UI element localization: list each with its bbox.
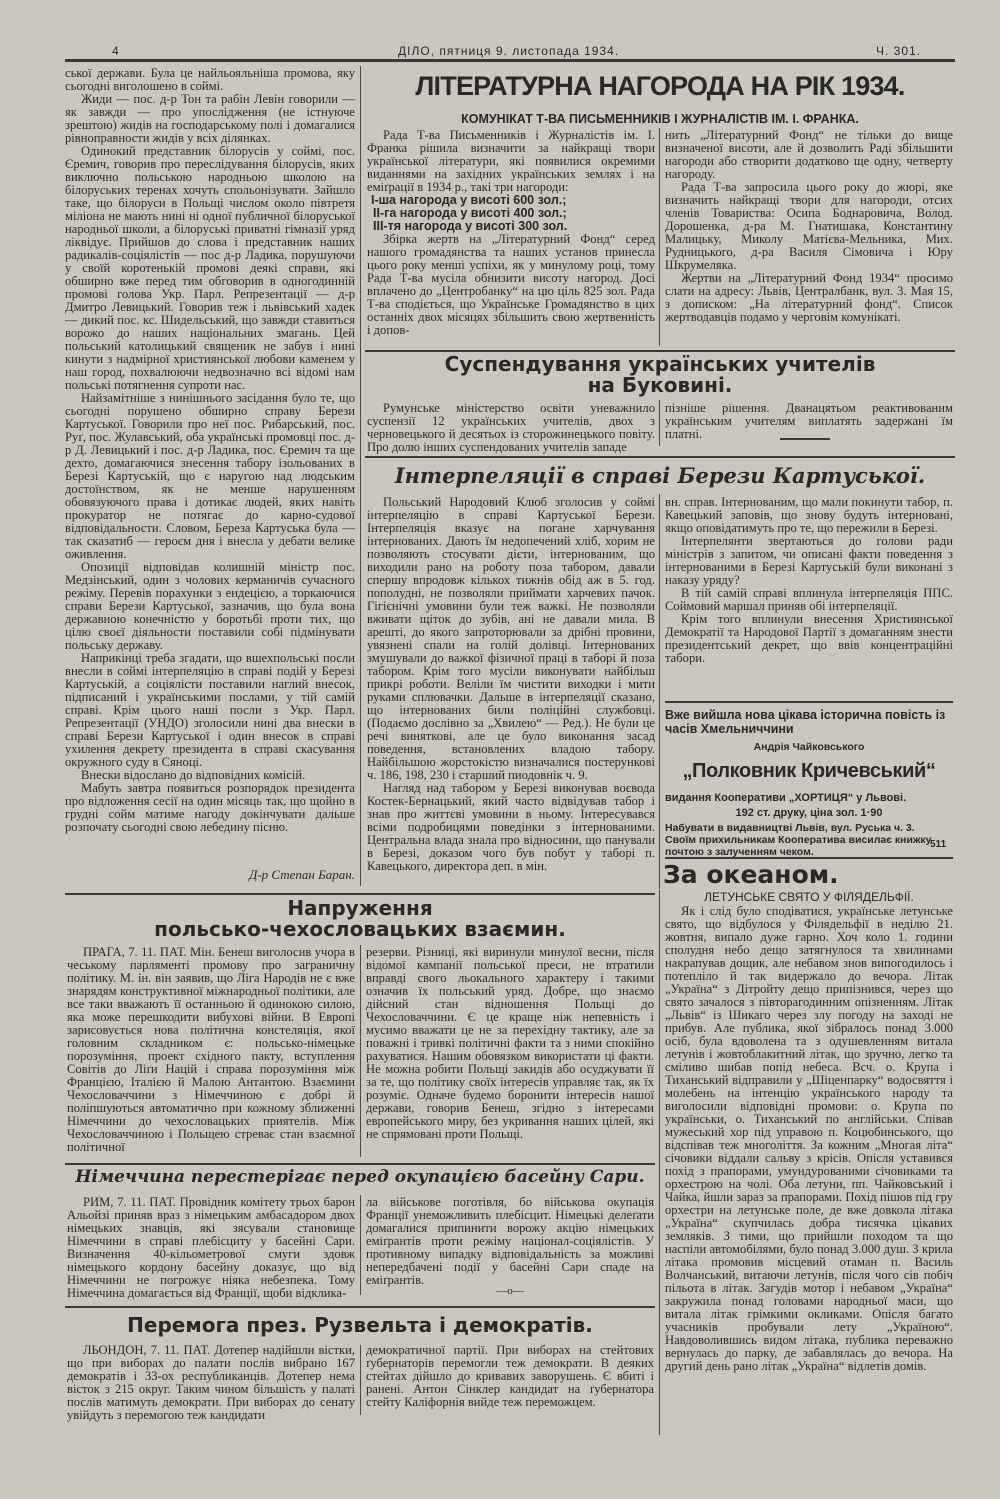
tension-headline: [65, 898, 655, 940]
paragraph: РИМ, 7. 11. ПАТ. Провідник комітету трьох барон Альойзі приняв враз з німецьким амбасадором двох німецьких знавців, які зясували становище Німеччини в справі плебісциту у басейні Сари. Визначення 40-кільометрової смуги здовж німецького кордону басейну доказує, що від Німеччини не погрожує ніяка небезпека. Тому Німеччина домагається від Франції, щоби відклика-: [67, 1195, 355, 1300]
paragraph: нить „Літературний Фонд“ не тільки до вище визначеної висоти, але й дозволить Раді збільшити нагороди або створити додатково ще одну, четверту нагороду.: [665, 128, 953, 181]
column-divider: [360, 1345, 361, 1415]
paragraph: Рада Т-ва запросила цього року до жюрі, яке визначить найкращі твори для нагороди, отсих членів Товариства: Осипа Боднаровича, Волод. Дорошенка, д-ра М. Гнатишака, Константину Малицьку, Миколу Матієва-Мельника, Мих. Рудницького, д-ра Василя Сімовича і Юру Шкрумеляка.: [665, 180, 953, 272]
teachers-headline: [365, 354, 955, 396]
roosevelt-col1: [67, 1344, 355, 1424]
interpellation-col2: [665, 496, 953, 692]
end-mark: —o—: [496, 1285, 524, 1297]
issue-number: Ч. 301.: [876, 44, 922, 58]
advert-title: „Полковник Кричевський“: [682, 760, 936, 782]
paragraph: Рада Т-ва Письменників і Журналістів ім. І. Франка рішила визначити за найкращі твори української літератури, які появилися окремими виданнями на західних українських землях і на еміґрації в 1934 р., такі три нагороди:: [367, 128, 655, 194]
paragraph: ПРАГА, 7. 11. ПАТ. Мін. Бенеш виголосив учора в чеському парляменті промову про заграничну політику. М. ін. він заявив, що Ліга Народів не є вже знарядям конструктивної міжнародньої політики, але все таки вважають її останньою й одинокою силою, яка може перешкодити вибухові війни. В Европі зарисовується нова політична констеляція, якої головним складником є: польсько-німецьке порозуміння, проект східного пакту, вступлення Совітів до Ліґи Націй і справа порозуміння між Францією, Італією й Малою Антантою. Взаємини Чехословаччини з Німеччиною є добрі й поліпшуються автоматично при кожному зближенні Німеччини до чехословацьких приятелів. Між Чехословаччиною і Польщею стреває стан взаємної політичної: [67, 945, 355, 1154]
paragraph: В тій самій справі вплинула інтерпеляція ППС. Соймовий маршал приняв обі інтерпеляції.: [665, 586, 953, 613]
advert-publisher: видання Кооперативи „ХОРТИЦЯ“ у Львові.: [665, 792, 907, 804]
paragraph: Жертви на „Літературний Фонд 1934“ просимо слати на адресу: Львів, Централбанк, вул. 3. Мая 15, з дописком: „На літературний фонд“. Список жертводавців подамо у черговім комунікаті.: [665, 271, 953, 324]
advert-intro: Вже вийшла нова цікава історична повість із часів Хмельниччини: [665, 708, 946, 736]
signature: Д-р Степан Баран.: [249, 867, 355, 882]
literary-prize-col1: [367, 129, 655, 347]
paragraph: резерви. Різниці, які виринули минулої весни, після відомої кампанії польської преси, не втратили вправді свого льокального характеру і такими означив їх польський уряд. Добре, що знаємо дійсний стан відношення Польщі до Чехословаччини. Є це краще ніж непевність і мусимо вважати це не за перехідну тактику, але за поважні і тривкі політичні факти та з ними спокійно рахуватися. Нашим обовязком використати ці факти. Не можна робити Польщі закидів або осуджувати її за те, що політику своїх інтересів управляє так, як їх розуміє. Одначе будемо боронити інтересів нашої держави, говорив Бенеш, згідно з інтересами европейського миру, без укривання наших цілей, які не спрямовані проти Польщі.: [366, 945, 654, 1141]
teachers-headline-line2: на Буковині.: [587, 373, 733, 397]
literary-prize-subtitle: КОМУНІКАТ Т-ВА ПИСЬМЕННИКІВ І ЖУРНАЛІСТІВ ІМ. І. ФРАНКА.: [461, 112, 859, 126]
advert-order: Набувати в видавництві Львів, вул. Руська ч. 3. Своїм прихильникам Кооператива висилає книжку почтою з залученням чеком.: [665, 822, 932, 858]
overseas-article: [665, 905, 953, 1445]
section-rule: [665, 701, 953, 703]
prize-2: II-га нагорода у висоті 400 зол.;: [373, 206, 567, 220]
paragraph: Румунське міністерство освіти уневажнило суспензії 12 українських учителів, двох з черновецького й десятьох із сторожинецького повіту. Про долю інших суспендованих учителів западе: [367, 401, 655, 454]
paragraph: демократичної партії. При виборах на стейтових ґубернаторів перемогли теж демократи. В деяких стейтах дійшло до кривавих заворушень. Є вбиті і ранені. Антон Сінклер кандидат на ґубернатора стейту Каліфорнія вийде теж переможцем.: [366, 1343, 654, 1409]
paragraph: ла військове поготівля, бо військова окупація Франції унеможливить плебісцит. Німецькі делеґати домагалися припинити ворожу акцію німецьких еміґрантів проти режіму націонал-соціялістів. У противному випадку відповідальність за можливі непередбачені події у басейні Сари спаде на еміґрантів.: [366, 1195, 654, 1287]
interpellation-col1: [367, 496, 655, 884]
paragraph: Опозиції відповідав колишній міністр пос. Медзінський, один з чолових керманичів сучасного режіму. Перевів порахунки з ендецією, а торкаючися справи Берези Картуської, зазначив, що була вона державною конечністю у боротьбі проти тих, що цілю своєї діяльности поставили собі підмінувати польську державу.: [65, 560, 355, 652]
advert-author: Андрія Чайковського: [753, 741, 865, 753]
saar-col1: [67, 1196, 355, 1302]
interpellation-headline: Інтерпеляції в справі Берези Картуської.: [394, 463, 926, 488]
column-divider: [659, 494, 660, 889]
paragraph: Збірка жертв на „Літературний Фонд“ серед нашого громадянства та наших установ принесла цього року менші успіхи, як у минулому році, тому Рада Т-ва мусіла обнизити висоту нагород. Досі вплачено до „Центробанку“ на цю ціль 825 зол. Рада Т-ва сподіється, що Українське Громадянство в цих останніх двох місяцях збільшить свою жертвенність і допов-: [367, 232, 655, 337]
roosevelt-headline: Перемога през. Рузвельта і демократів.: [127, 1313, 593, 1337]
saar-headline: Німеччина перестерігає перед окупацією басейну Сари.: [75, 1167, 645, 1187]
literary-prize-col2: [665, 129, 953, 347]
overseas-headline: За океаном.: [663, 860, 839, 889]
paragraph: Жиди — пос. д-р Тон та рабін Левін говорили — як завжди — про упослідження (не істнуюче зрештою) жидів на господарському полі і домагалися рівноправности жидів у всіх ділянках.: [65, 92, 355, 145]
paragraph: Польський Народовий Клюб зголосив у соймі інтерпеляцію в справі Картуської Берези. Інтерпеляція вказує на погане харчування інтернованих. Дають їм недопечений хліб, хорим не позволяють стосувати дієти, інтернованим, що виходили рано на роботу поза табором, давали спершу впродовж кількох тижнів обід аж в 5. год. пополудні, не позволяли приймати харчевих пачок. Гігієнічні умовини були теж важкі. Не позволяли вживати щіток до зубів, ані не давали мила. В арешті, до якого запроторювали за дрібні провини, увязнені спали на голій долівці. Інтернованих змушували до важкої фізичної праці в таборі й поза табором. Крім того мусіли виконувати найбільш прикрі роботи. Веліли їм чистити виходки і мити руками сплювачки. Дальше в інтерпеляції сказано, що інтернованих били поліційні службовці. (Подаємо дослівно за „Хвилею“ — Ред.). Не були це речі виняткові, але це було виконання засад поведення, встановлених владою табору. Найбільшою жорстокістю визначалися постерункові ч. 186, 198, 230 і старший пиодовнік ч. 9.: [367, 495, 655, 782]
advert-price: 192 ст. друку, ціна зол. 1·90: [735, 807, 883, 819]
column-divider: [659, 128, 660, 346]
overseas-subheadline: ЛЕТУНСЬКЕ СВЯТО У ФІЛЯДЕЛЬФІЇ.: [704, 890, 914, 904]
paragraph: Найзамітніше з нинішнього засідання було те, що сьогодні порушено обширно справу Берези Картуської. Говорили про неї пос. Рибарський, пос. Руґ, пос. Жулавський, оба українські промовці пос. д-р Д. Левицький і пос. д-р Ладика, пос. Єремич та ще дехто, домагаючися знесення табору ізольованих в Березі Картуській, що є наругою над людським достоїнством, як не менше нарушенням обовязуючого права і дотикає людей, яких навіть прокуратор не потягає до карно-судової відповідальности. Словом, Береза Картуська була — так сказатиб — героєм дня і внесла у дебати велике оживлення.: [65, 391, 355, 561]
paragraph: Як і слід було сподіватися, українське летунське свято, що відбулося у Філядельфії в неділю 21. жовтня, випало дуже гарно. Хоч коло 1. години сполудня небо дещо затягнулося та хвилинами накрапував дощик, але небавом знов випогодилось і потепліло й так видержало до вечора. Літак „Україна“ з Дітройту дещо припізнився, через що свято зачалося з півторагодинним опізненням. Літак „Львів“ із Шикаго через злу погоду на заході не прибув. Але публика, якої зібралось понад 3.000 осіб, була вдоволена та з одушевленням витала летунів і жовтоблакитний літак, що зручно, легко та сміливо шибав попід небеса. Всч. о. Крупа і Тиханський відправили у „Шіценпарку“ водосвяття і молебень на інтенцію українського народу та виголосили відповідні промови: о. Крупа по українськи, о. Тиханський по англійськи. Співав мужеський хор під управою п. Коцюбинського, що відспівав теж многоліття. За кожним „Многая літа“ січовики віддали сальву з крісів. Опісля уставився похід з прапорами, умундурованими січовиками та орхестрою на чолі. Оба летуни, пп. Чайковський і Чайка, йшли зараз за прапорами. Похід пішов під гру орхестри на летунське поле, де вже довкола літака „Україна“ скупчилась добра тисячка цікавих земляків. З тими, що прийшли походом та що наспіли автомобілями, було понад 3.000 душ. З крила літака промовив місцевий отаман п. Василь Волчанський, витаючи летунів, після чого сів побіч пільота в літак. Загудів мотор і небавом „Україна“ закружила понад головами народньої маси, що витала літак грімкими окликами. Опісля багато учасників пробували лету „Україною“. Навдоволившись видом літака, публика переважно вернулась до парку, де забавлялась до вечора. На другий день рано літак „Україна“ відлетів домів.: [665, 904, 953, 1373]
paragraph: вн. справ. Інтернованим, що мали покинути табор, п. Кавецький заповів, що знову будуть інтерновані, якщо оповідатимуть про те, що пережили в Березі.: [665, 495, 953, 535]
paragraph: Внески відослано до відповідних комісій.: [81, 768, 306, 782]
paragraph: Нагляд над табором у Березі виконував воєвода Костек-Бернацький, який часто відвідував табор і знав про життєві умовини в ньому. Інтересувався всіми подробицями поведінки з інтернованими. Центральна влада знала про відносини, що панували в Березі, доказом чого був побут у таборі п. Кавецького, директора деп. в мін.: [367, 781, 655, 873]
roosevelt-col2: [366, 1344, 654, 1424]
column-divider: [659, 890, 660, 1435]
column-divider: [360, 945, 361, 1157]
paragraph: Одинокий представник білорусів у соймі, пос. Єремич, говорив про переслідування білорусів, яких виключно польською народньою школою на білоруських теренах хочуть спольонізувати. Зайшло таке, що білоруси в Польщі числом около півтретя міліона не мають нині ні одної публичної білоруської народньої школи, а білоруські приватні гімназії уряд ліквідує. Прийшов до слова і представник наших радикалів-соціялістів — пос д-р Ладика, порушуючи у своїй коротенькій промові деякі справи, які обширно вже перед тим обговорив в одногодинній промові голова Укр. Парл. Репрезентації — д-р Дмитро Левицький. Говорив теж і львівський хадек — дикий пос. кс. Шидельський, що завжди ставиться ворожо до наших національних змагань. Цей польський католицький священик не забув і нині кинути з надмірної християнської любови каменем у наш город, похвалюючи недвозначно всі відомі нам польські потягнення супроти нас.: [65, 144, 355, 392]
advert-code: 511: [930, 839, 947, 850]
section-rule: [65, 1306, 655, 1308]
end-mark: [780, 438, 830, 440]
paragraph: Мабуть завтра появиться розпорядок президента про відложення сесії на один місяць так, що щойно в грудні сойм матиме нагоду докінчувати дальше розпочату сьогодні свою лебедину пісню.: [65, 781, 355, 834]
tension-col1: [67, 946, 355, 1154]
paragraph: пізніше рішення. Дванацятьом реактивованим українським учителям виплатять задержані їм платні.: [665, 401, 953, 441]
section-rule: [65, 893, 655, 895]
paragraph: Інтерпелянти звертаються до голови ради міністрів з запитом, чи описані факти поведення з інтернованими в Березі Картуській були виконані з наказу уряду?: [665, 534, 953, 587]
left-column-article: [65, 67, 355, 865]
literary-prize-headline: ЛІТЕРАТУРНА НАГОРОДА НА РІК 1934.: [415, 71, 905, 101]
prize-3: III-тя нагорода у висоті 300 зол.: [373, 219, 568, 233]
section-rule: [665, 857, 953, 859]
paragraph: Крім того вплинули внесення Християнської Демократії та Народової Партії з домаганням знести президентський декрет, що ввів концентраційні табори.: [665, 612, 953, 665]
prize-1: I-ша нагорода у висоті 600 зол.;: [371, 193, 567, 207]
paragraph: ської держави. Була це найльояльніша промова, яку сьогодні виголошено в соймі.: [65, 66, 355, 93]
paragraph: ЛЬОНДОН, 7. 11. ПАТ. Дотепер надійшли вістки, що при виборах до палати послів вибрано 167 демократів і 33-ох республиканців. Дотепер нема вісток з 215 округ. Таким чином більшість у палаті послів матимуть демократи. При виборах до сенату увійдуть з перемогою теж кандидати: [67, 1343, 355, 1422]
teachers-headline-line1: Суспендування українських учителів: [444, 352, 876, 376]
section-rule: [365, 456, 955, 458]
column-divider: [659, 400, 660, 446]
column-divider: [360, 1195, 361, 1295]
teachers-col1: [367, 401, 655, 454]
masthead: ДІЛО, пятниця 9. листопада 1934.: [398, 44, 620, 58]
teachers-col2: [665, 401, 953, 441]
paragraph: Наприкінці треба згадати, що вшехпольські посли внесли в соймі інтерпеляцію в справі подій у Березі Картуській, а соціялісти поставили наглий внесок, підписаний і українськими послами, у тій самій справі. Крім цього наші посли з Укр. Парл. Репрезентації (УНДО) зголосили нині два внески в справі Берези Картуської і один внесок в справі ухилення декрету президента в справі скасування окружного суду в Сяноці.: [65, 651, 355, 769]
tension-headline-line2: польсько-чехословацьких взаємин.: [154, 917, 566, 941]
header-rule: [65, 59, 955, 62]
column-divider: [360, 66, 361, 886]
section-rule: [65, 1163, 655, 1165]
tension-col2: [366, 946, 654, 1154]
tension-headline-line1: Напруження: [287, 896, 433, 920]
page-number: 4: [112, 44, 120, 58]
saar-col2: [366, 1195, 654, 1287]
